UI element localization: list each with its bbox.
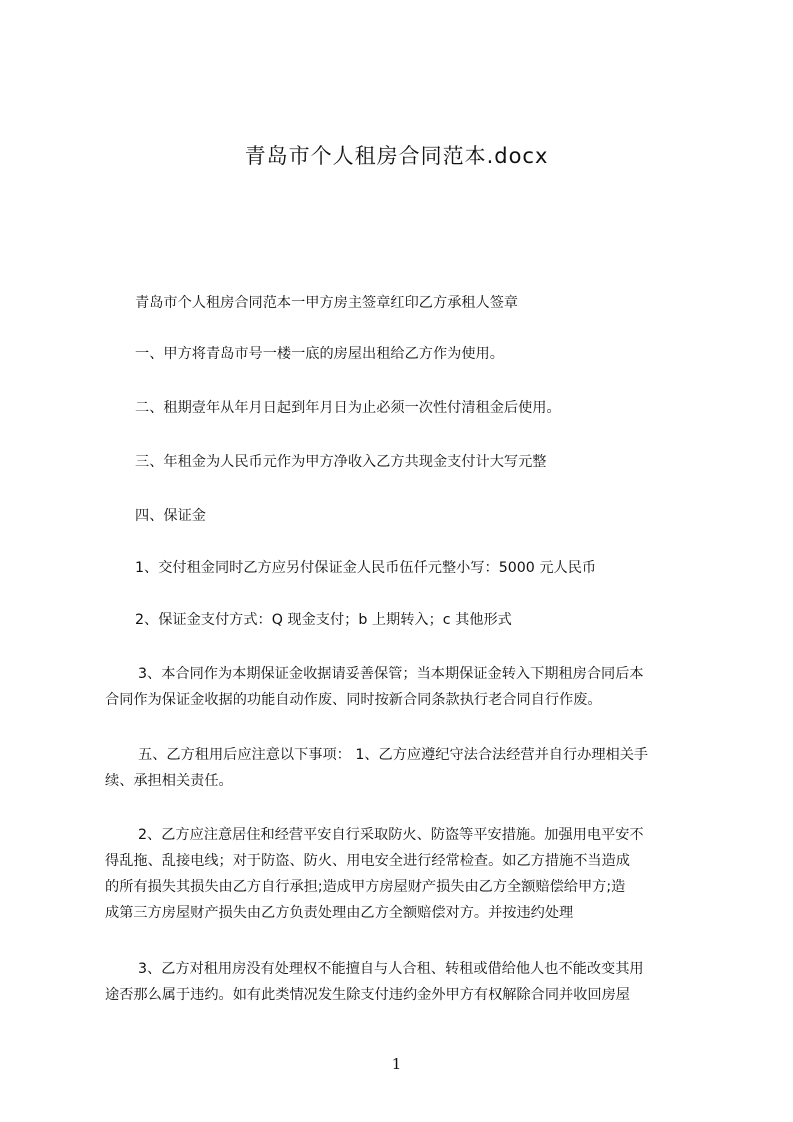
paragraph-line: 续、承担相关责任。 [105, 773, 233, 789]
paragraph-line: 3、乙方对租用房没有处理权不能擅自与人合租、转租或借给他人也不能改变其用 [138, 961, 644, 977]
paragraph-deposit-1: 1、交付租金同时乙方应另付保证金人民币伍仟元整小写：5000 元人民币 [135, 560, 597, 576]
paragraph-clause-4-heading: 四、保证金 [135, 508, 206, 524]
paragraph-clause-5 [105, 742, 710, 794]
paragraph-line: 途否那么属于违约。如有此类情况发生除支付违约金外甲方有权解除合同并收回房屋 [105, 987, 630, 1003]
paragraph-line: 3、本合同作为本期保证金收据请妥善保管；当本期保证金转入下期租房合同后本 [138, 666, 644, 682]
paragraph-line: 成第三方房屋财产损失由乙方负责处理由乙方全额赔偿对方。并按违约处理 [105, 905, 574, 921]
document-title: 青岛市个人租房合同范本.docx [244, 144, 549, 168]
paragraph-clause-5-2 [105, 822, 710, 926]
paragraph-line: 的所有损失其损失由乙方自行承担;造成甲方房屋财产损失由乙方全额赔偿给甲方;造 [105, 879, 626, 895]
paragraph-intro: 青岛市个人租房合同范本一甲方房主签章红印乙方承租人签章 [135, 295, 519, 311]
paragraph-clause-1: 一、甲方将青岛市号一楼一底的房屋出租给乙方作为使用。 [135, 346, 504, 362]
paragraph-line: 五、乙方租用后应注意以下事项： 1、乙方应遵纪守法合法经营并自行办理相关手 [138, 747, 649, 763]
paragraph-line: 2、乙方应注意居住和经营平安自行采取防火、防盗等平安措施。加强用电平安不 [138, 827, 644, 843]
paragraph-line: 合同作为保证金收据的功能自动作废、同时按新合同条款执行老合同自行作废。 [105, 692, 602, 708]
paragraph-clause-5-3 [105, 956, 710, 1008]
paragraph-clause-2: 二、租期壹年从年月日起到年月日为止必须一次性付清租金后使用。 [135, 400, 561, 416]
paragraph-deposit-2: 2、保证金支付方式：Q 现金支付；b 上期转入；c 其他形式 [135, 612, 512, 628]
paragraph-line: 得乱拖、乱接电线；对于防盗、防火、用电安全进行经常检查。如乙方措施不当造成 [105, 853, 630, 869]
paragraph-deposit-3 [105, 661, 710, 713]
paragraph-clause-3: 三、年租金为人民币元作为甲方净收入乙方共现金支付计大写元整 [135, 454, 547, 470]
page-number: 1 [391, 1055, 402, 1073]
